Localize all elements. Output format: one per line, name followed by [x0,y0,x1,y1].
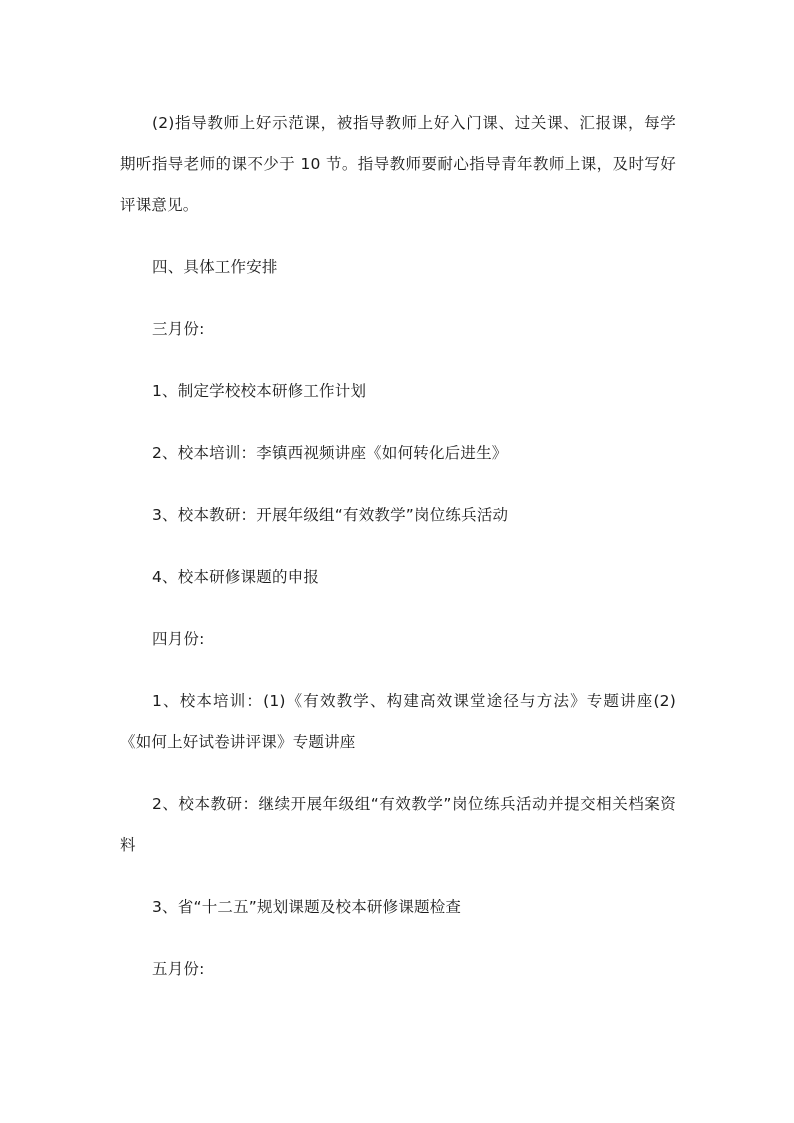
list-item: 1、制定学校校本研修工作计划 [152,382,367,400]
document-body [120,103,676,990]
list-item: 3、校本教研：开展年级组“有效教学”岗位练兵活动 [152,506,509,524]
list-item: 1、校本培训：(1)《有效教学、构建高效课堂途径与方法》专题讲座(2)《如何上好试卷讲评课》专题讲座 [120,692,676,751]
list-item: 2、校本培训：李镇西视频讲座《如何转化后进生》 [152,444,508,462]
month-heading-may: 五月份: [152,960,205,978]
list-item: 3、省“十二五”规划课题及校本研修课题检查 [152,898,462,916]
section-heading-work-schedule: 四、具体工作安排 [152,258,278,276]
list-item: 4、校本研修课题的申报 [152,568,320,586]
list-item: 2、校本教研：继续开展年级组“有效教学”岗位练兵活动并提交相关档案资料 [120,795,676,854]
month-heading-april: 四月份: [152,630,205,648]
month-heading-march: 三月份: [152,320,205,338]
paragraph-guidance-teaching: (2)指导教师上好示范课，被指导教师上好入门课、过关课、汇报课，每学期听指导老师的课不少于 10 节。指导教师要耐心指导青年教师上课，及时写好评课意见。 [120,114,676,214]
